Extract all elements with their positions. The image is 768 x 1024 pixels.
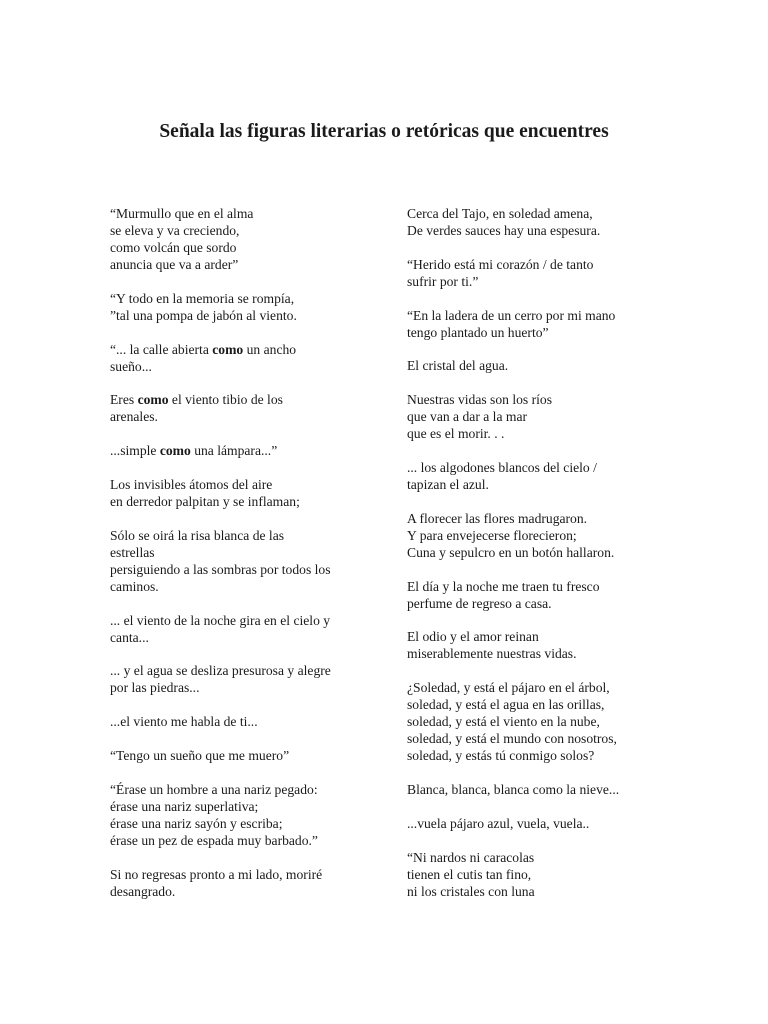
stanza bbox=[110, 341, 372, 375]
text-segment: tienen el cutis tan fino, bbox=[407, 866, 532, 882]
emphasis-word: como bbox=[212, 341, 244, 357]
text-line bbox=[407, 645, 662, 662]
text-line bbox=[110, 493, 372, 510]
text-segment: ¿Soledad, y está el pájaro en el árbol, bbox=[407, 680, 610, 696]
text-line bbox=[407, 815, 662, 832]
text-segment: un ancho bbox=[243, 341, 297, 357]
text-segment: “Herido está mi corazón / de tanto bbox=[407, 256, 594, 272]
stanza bbox=[110, 866, 372, 900]
text-line bbox=[407, 527, 662, 544]
stanza bbox=[407, 391, 662, 442]
stanza bbox=[407, 628, 662, 662]
text-segment: El día y la noche me traen tu fresco bbox=[407, 578, 600, 594]
text-segment: se eleva y va creciendo, bbox=[110, 223, 240, 238]
text-segment: Y para envejecerse florecieron; bbox=[407, 527, 577, 543]
text-segment: Si no regresas pronto a mi lado, moriré bbox=[110, 866, 323, 882]
text-segment: desangrado. bbox=[110, 883, 176, 899]
stanza bbox=[110, 713, 372, 730]
text-line bbox=[407, 628, 662, 645]
text-segment: Cerca del Tajo, en soledad amena, bbox=[407, 206, 593, 221]
text-line bbox=[407, 205, 662, 222]
stanza bbox=[407, 679, 662, 764]
text-segment: “Y todo en la memoria se rompía, bbox=[110, 290, 295, 306]
text-segment: “Tengo un sueño que me muero” bbox=[110, 747, 290, 763]
text-line bbox=[110, 290, 372, 307]
text-line bbox=[407, 730, 662, 747]
text-segment: persiguiendo a las sombras por todos los bbox=[110, 561, 331, 577]
text-line bbox=[110, 883, 372, 900]
stanza bbox=[110, 391, 372, 425]
text-line bbox=[110, 747, 372, 764]
text-line bbox=[407, 510, 662, 527]
stanza bbox=[110, 662, 372, 696]
text-segment: A florecer las flores madrugaron. bbox=[407, 510, 588, 526]
stanza bbox=[110, 527, 372, 595]
text-line bbox=[110, 256, 372, 273]
text-line bbox=[407, 866, 662, 883]
text-line bbox=[110, 713, 372, 730]
text-line bbox=[407, 578, 662, 595]
text-segment: El odio y el amor reinan bbox=[407, 629, 539, 645]
text-segment: en derredor palpitan y se inflaman; bbox=[110, 493, 300, 509]
text-segment: sufrir por ti.” bbox=[407, 273, 479, 289]
text-segment: una lámpara...” bbox=[190, 443, 278, 459]
text-line bbox=[407, 781, 662, 798]
text-segment: De verdes sauces hay una espesura. bbox=[407, 223, 601, 238]
text-line bbox=[110, 815, 372, 832]
text-segment: soledad, y está el mundo con nosotros, bbox=[407, 731, 617, 747]
stanza bbox=[110, 612, 372, 646]
text-line bbox=[407, 408, 662, 425]
text-segment: érase una nariz superlativa; bbox=[110, 798, 259, 814]
text-line bbox=[110, 832, 372, 849]
left-column bbox=[110, 205, 372, 916]
text-line bbox=[407, 307, 662, 324]
stanza bbox=[407, 849, 662, 900]
text-line bbox=[407, 459, 662, 476]
text-line bbox=[110, 408, 372, 425]
text-segment: anuncia que va a arder” bbox=[110, 257, 239, 272]
text-line bbox=[110, 629, 372, 646]
text-line bbox=[110, 561, 372, 578]
stanza bbox=[110, 442, 372, 459]
text-segment: sueño... bbox=[110, 358, 152, 374]
stanza bbox=[407, 815, 662, 832]
text-segment: arenales. bbox=[110, 409, 158, 425]
emphasis-word: como bbox=[137, 392, 169, 408]
text-line bbox=[110, 239, 372, 256]
text-segment: “... la calle abierta bbox=[110, 341, 213, 357]
text-line bbox=[110, 476, 372, 493]
text-segment: “En la ladera de un cerro por mi mano bbox=[407, 307, 616, 323]
text-line bbox=[110, 205, 372, 222]
text-segment: que es el morir. . . bbox=[407, 426, 505, 442]
text-line bbox=[407, 849, 662, 866]
text-line bbox=[407, 256, 662, 273]
text-segment: ...simple bbox=[110, 443, 160, 459]
text-line bbox=[407, 883, 662, 900]
text-line bbox=[407, 391, 662, 408]
text-line bbox=[110, 662, 372, 679]
text-segment: El cristal del agua. bbox=[407, 358, 509, 374]
text-line bbox=[407, 696, 662, 713]
text-line bbox=[110, 222, 372, 239]
text-line bbox=[407, 544, 662, 561]
text-line bbox=[110, 578, 372, 595]
text-segment: “Érase un hombre a una nariz pegado: bbox=[110, 781, 318, 797]
text-segment: el viento tibio de los bbox=[168, 392, 283, 408]
text-segment: canta... bbox=[110, 629, 149, 645]
text-segment: ...el viento me habla de ti... bbox=[110, 714, 258, 730]
stanza bbox=[407, 510, 662, 561]
text-line bbox=[110, 866, 372, 883]
text-line bbox=[407, 425, 662, 442]
text-segment: “Ni nardos ni caracolas bbox=[407, 849, 535, 865]
stanza bbox=[407, 781, 662, 798]
text-line bbox=[110, 798, 372, 815]
text-segment: érase una nariz sayón y escriba; bbox=[110, 815, 283, 831]
stanza bbox=[407, 256, 662, 290]
text-segment: Eres bbox=[110, 392, 138, 408]
stanza bbox=[407, 459, 662, 493]
text-line bbox=[407, 222, 662, 239]
text-segment: por las piedras... bbox=[110, 680, 200, 696]
text-line bbox=[407, 273, 662, 290]
text-line bbox=[110, 358, 372, 375]
text-line bbox=[407, 679, 662, 696]
text-line bbox=[110, 442, 372, 459]
text-line bbox=[110, 391, 372, 408]
text-segment: Nuestras vidas son los ríos bbox=[407, 392, 552, 408]
text-segment: érase un pez de espada muy barbado.” bbox=[110, 832, 318, 848]
stanza bbox=[110, 290, 372, 324]
page-title: Señala las figuras literarias o retóricas que encuentres bbox=[159, 121, 609, 142]
text-line bbox=[110, 527, 372, 544]
text-line bbox=[407, 324, 662, 341]
emphasis-word: como bbox=[159, 443, 191, 459]
text-segment: soledad, y estás tú conmigo solos? bbox=[407, 748, 595, 764]
text-segment: ...vuela pájaro azul, vuela, vuela.. bbox=[407, 815, 590, 831]
text-line bbox=[110, 781, 372, 798]
text-segment: ... y el agua se desliza presurosa y alegre bbox=[110, 663, 331, 679]
text-segment: Sólo se oirá la risa blanca de las bbox=[110, 527, 285, 543]
text-segment: ni los cristales con luna bbox=[407, 883, 535, 899]
text-segment: soledad, y está el viento en la nube, bbox=[407, 714, 600, 730]
text-line bbox=[110, 612, 372, 629]
text-line bbox=[110, 544, 372, 561]
text-segment: perfume de regreso a casa. bbox=[407, 595, 552, 611]
text-segment: como volcán que sordo bbox=[110, 240, 237, 255]
text-segment: ... el viento de la noche gira en el cielo y bbox=[110, 612, 331, 628]
text-segment: Cuna y sepulcro en un botón hallaron. bbox=[407, 544, 615, 560]
text-segment: tapizan el azul. bbox=[407, 476, 489, 492]
text-segment: Blanca, blanca, blanca como la nieve... bbox=[407, 781, 620, 797]
text-segment: que van a dar a la mar bbox=[407, 409, 528, 425]
text-line bbox=[407, 357, 662, 374]
text-line bbox=[407, 595, 662, 612]
text-segment: miserablemente nuestras vidas. bbox=[407, 646, 577, 662]
text-line bbox=[407, 713, 662, 730]
text-segment: Los invisibles átomos del aire bbox=[110, 476, 273, 492]
stanza bbox=[407, 307, 662, 341]
text-line bbox=[110, 307, 372, 324]
text-line bbox=[110, 679, 372, 696]
stanza bbox=[110, 781, 372, 849]
stanza bbox=[110, 205, 372, 273]
stanza bbox=[407, 578, 662, 612]
text-line bbox=[407, 747, 662, 764]
text-segment: ... los algodones blancos del cielo / bbox=[407, 459, 597, 475]
stanza bbox=[407, 357, 662, 374]
text-segment: soledad, y está el agua en las orillas, bbox=[407, 697, 605, 713]
text-segment: “Murmullo que en el alma bbox=[110, 206, 254, 221]
stanza bbox=[110, 747, 372, 764]
text-segment: estrellas bbox=[110, 544, 155, 560]
stanza bbox=[407, 205, 662, 239]
text-line bbox=[110, 341, 372, 358]
right-column bbox=[407, 205, 662, 916]
stanza bbox=[110, 476, 372, 510]
text-segment: caminos. bbox=[110, 578, 159, 594]
text-segment: tengo plantado un huerto” bbox=[407, 324, 549, 340]
text-segment: ”tal una pompa de jabón al viento. bbox=[110, 307, 297, 323]
text-line bbox=[407, 476, 662, 493]
